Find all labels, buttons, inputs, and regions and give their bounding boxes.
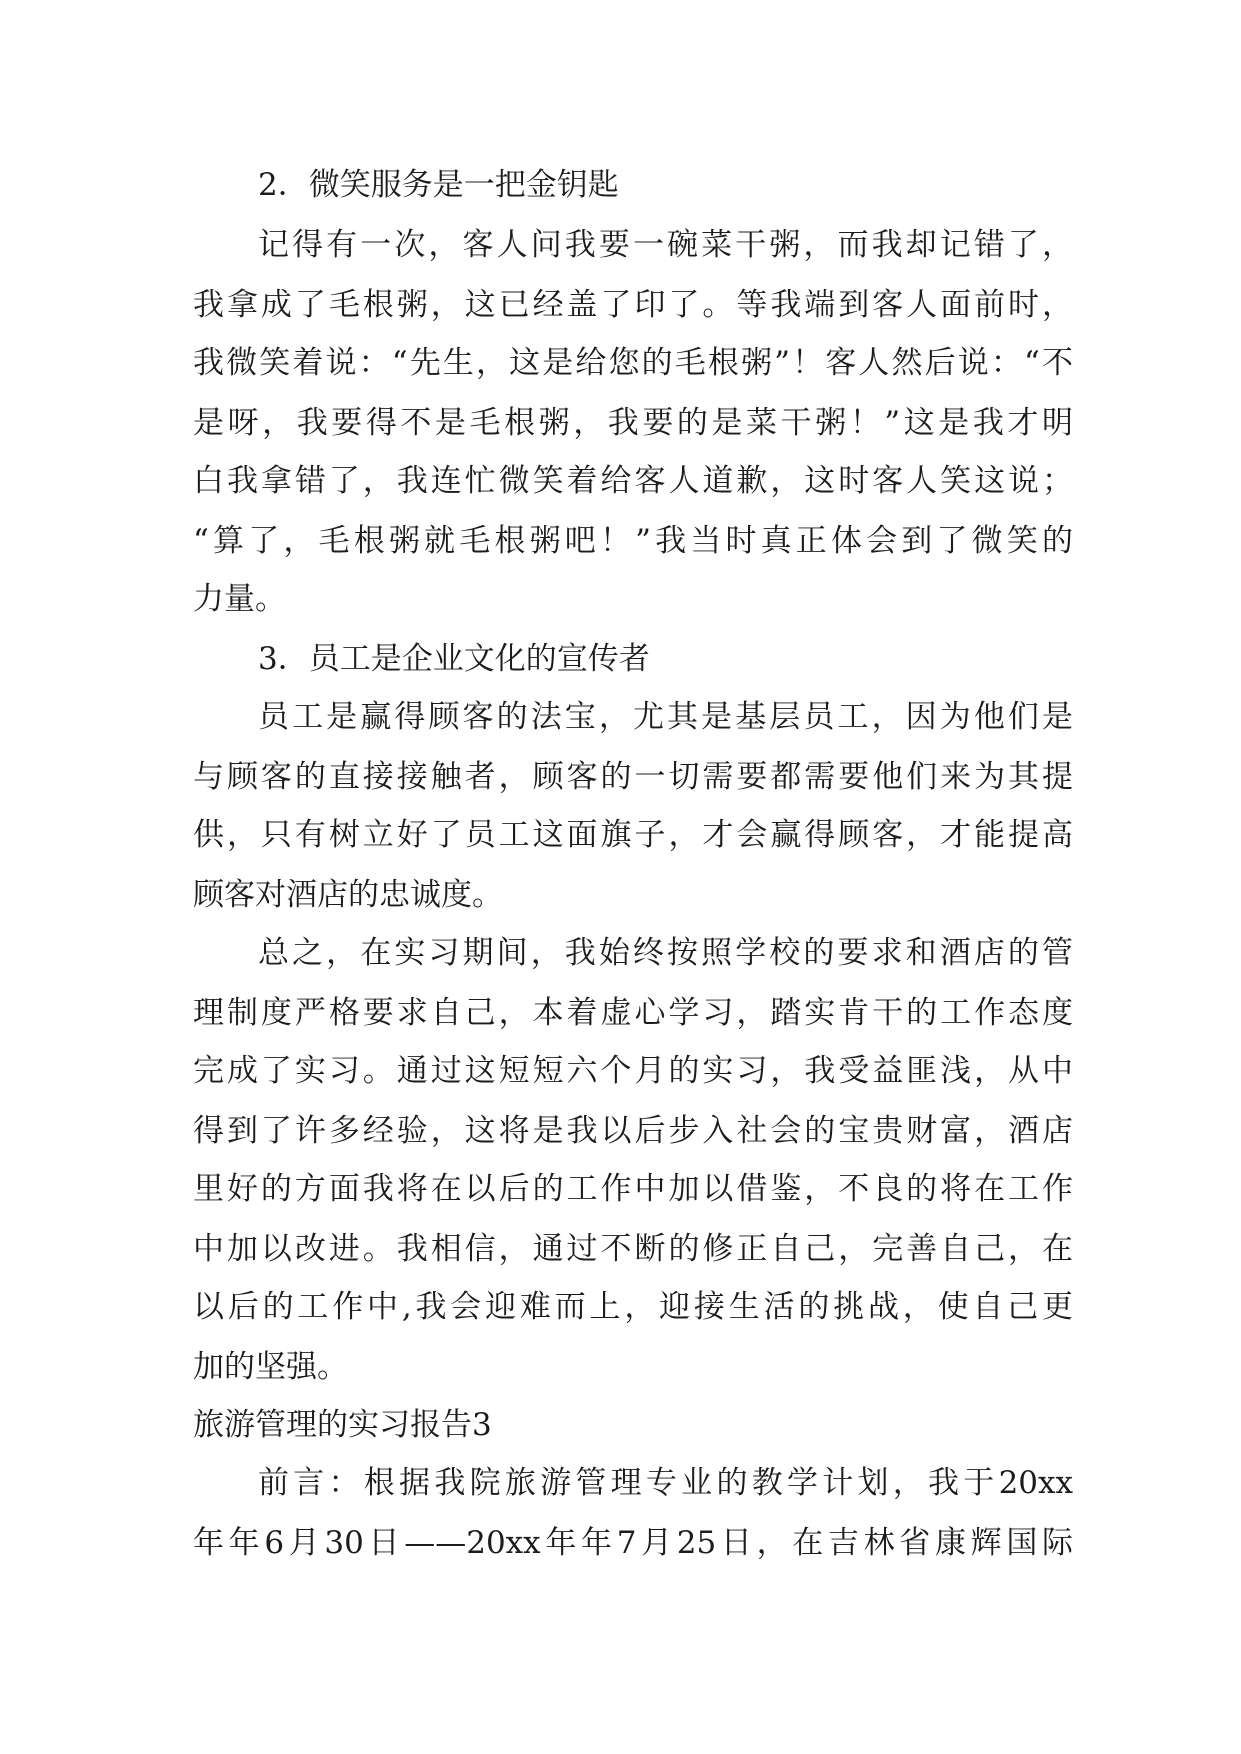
paragraph-line: 是呀，我要得不是毛根粥，我要的是菜干粥！”这是我才明 [193, 405, 1073, 441]
paragraph-line: 理制度严格要求自己，本着虚心学习，踏实肯干的工作态度 [193, 995, 1073, 1031]
paragraph-line: 白我拿错了，我连忙微笑着给客人道歉，这时客人笑这说； [193, 463, 1073, 499]
paragraph-line: 以后的工作中,我会迎难而上，迎接生活的挑战，使自己更 [193, 1289, 1073, 1325]
paragraph-line: 完成了实习。通过这短短六个月的实习，我受益匪浅，从中 [193, 1053, 1073, 1089]
paragraph-line: 顾客对酒店的忠诚度。 [193, 877, 503, 913]
paragraph-line: 我微笑着说：“先生，这是给您的毛根粥”！客人然后说：“不 [193, 345, 1073, 381]
section-heading-employees: 3．员工是企业文化的宣传者 [258, 641, 650, 677]
paragraph-line: 我拿成了毛根粥，这已经盖了印了。等我端到客人面前时， [193, 287, 1073, 323]
paragraph-line: 供，只有树立好了员工这面旗子，才会赢得顾客，才能提高 [193, 817, 1073, 853]
preface-line: 前言：根据我院旅游管理专业的教学计划，我于20xx [258, 1465, 1073, 1501]
paragraph-line: 力量。 [193, 581, 286, 617]
paragraph-line: 里好的方面我将在以后的工作中加以借鉴，不良的将在工作 [193, 1171, 1073, 1207]
paragraph-line: “算了，毛根粥就毛根粥吧！”我当时真正体会到了微笑的 [193, 523, 1073, 559]
paragraph-line: 中加以改进。我相信，通过不断的修正自己，完善自己，在 [193, 1231, 1073, 1267]
preface-line: 年年6月30日——20xx年年7月25日，在吉林省康辉国际 [193, 1525, 1073, 1561]
paragraph-line: 记得有一次，客人问我要一碗菜干粥，而我却记错了， [258, 227, 1073, 263]
report-title: 旅游管理的实习报告3 [193, 1407, 492, 1443]
paragraph-line: 与顾客的直接接触者，顾客的一切需要都需要他们来为其提 [193, 759, 1073, 795]
section-heading-smile-service: 2．微笑服务是一把金钥匙 [258, 167, 619, 203]
paragraph-line: 总之，在实习期间，我始终按照学校的要求和酒店的管 [258, 935, 1073, 971]
paragraph-line: 加的坚强。 [193, 1349, 348, 1385]
paragraph-line: 得到了许多经验，这将是我以后步入社会的宝贵财富，酒店 [193, 1113, 1073, 1149]
paragraph-line: 员工是赢得顾客的法宝，尤其是基层员工，因为他们是 [258, 699, 1073, 735]
